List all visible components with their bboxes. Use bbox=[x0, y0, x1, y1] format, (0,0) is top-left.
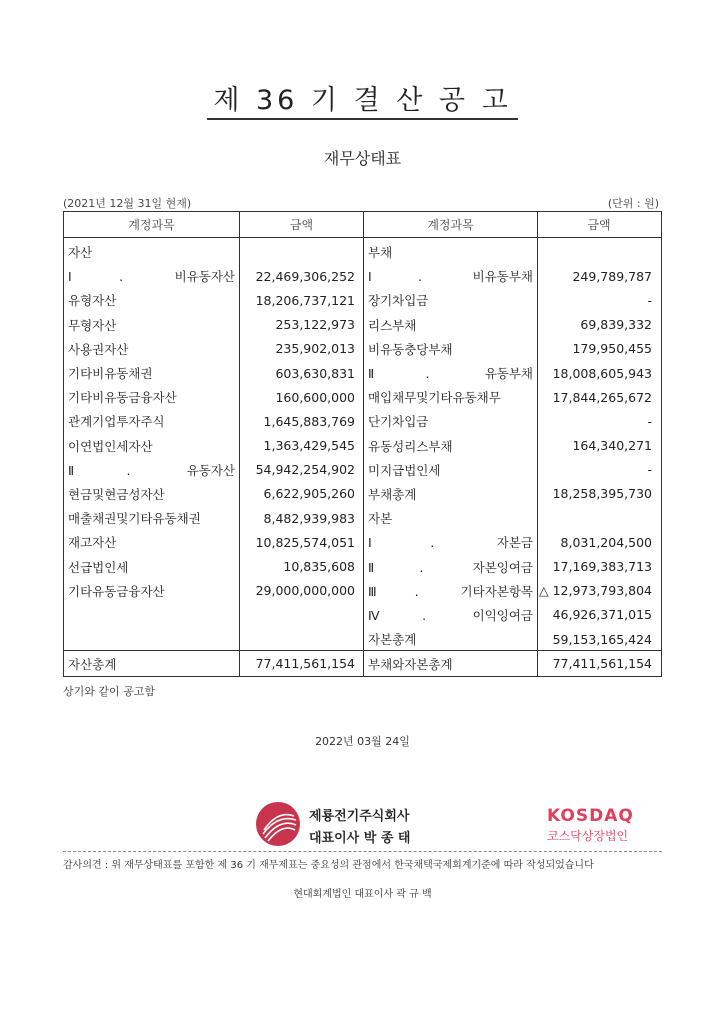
liability-row-amount: - bbox=[647, 292, 652, 308]
row-label-text: 현금및현금성자산 bbox=[68, 486, 165, 502]
liability-row-amount: 8,031,204,500 bbox=[560, 534, 652, 550]
asset-row-amount: 6,622,905,260 bbox=[263, 486, 355, 502]
liability-row-label bbox=[364, 458, 537, 482]
asset-row-label bbox=[64, 603, 239, 627]
balance-sheet-table bbox=[63, 211, 662, 677]
row-label-text: 유동성리스부채 bbox=[368, 438, 453, 454]
liability-row-amount: 69,839,332 bbox=[580, 317, 652, 333]
row-label-text: 단기차입금 bbox=[368, 414, 429, 430]
asset-row-label bbox=[64, 337, 239, 361]
ceo-name: 대표이사 박 종 태 bbox=[309, 831, 411, 846]
liability-row-amount bbox=[538, 240, 660, 264]
row-label-text: Ⅰ. 자본금 bbox=[368, 535, 533, 551]
liabilities-amount-column bbox=[538, 238, 660, 650]
row-label-text: 자본 bbox=[368, 511, 393, 527]
asset-row-amount: 235,902,013 bbox=[275, 341, 355, 357]
row-label-text: Ⅰ. 비유동부채 bbox=[368, 269, 533, 285]
company-logo-svg bbox=[254, 800, 302, 848]
liability-row-amount: 164,340,271 bbox=[572, 438, 652, 454]
liability-row-label bbox=[364, 554, 537, 578]
header-amount-left: 금액 bbox=[240, 212, 364, 237]
liability-row-amount: 59,153,165,424 bbox=[552, 631, 652, 647]
asset-row-amount: 10,825,574,051 bbox=[255, 534, 355, 550]
row-label-text: 미지급법인세 bbox=[368, 462, 441, 478]
liability-row-label bbox=[364, 506, 537, 530]
asset-row-amount: 603,630,831 bbox=[275, 365, 355, 381]
asset-row-amount: 1,363,429,545 bbox=[263, 438, 355, 454]
table-body bbox=[64, 238, 661, 651]
liability-row-amount: - bbox=[647, 462, 652, 478]
asset-row-label bbox=[64, 579, 239, 603]
asset-row-label bbox=[64, 264, 239, 288]
liability-row-amount: 249,789,787 bbox=[572, 268, 652, 284]
liabilities-label-column bbox=[364, 238, 538, 650]
notice-text: 상기와 같이 공고함 bbox=[63, 685, 156, 698]
liability-row-amount: 18,008,605,943 bbox=[552, 365, 652, 381]
liability-row-amount: △ 12,973,793,804 bbox=[539, 583, 652, 599]
liability-row-amount: 17,844,265,672 bbox=[552, 389, 652, 405]
table-header-row bbox=[64, 212, 661, 238]
liability-row-label bbox=[364, 530, 537, 554]
row-label-text: 선급법인세 bbox=[68, 559, 129, 575]
row-label-text: 유형자산 bbox=[68, 293, 117, 309]
totals-row bbox=[64, 651, 661, 676]
asset-row-amount: 1,645,883,769 bbox=[263, 413, 355, 429]
liability-row-label bbox=[364, 579, 537, 603]
row-label-text: 장기차입금 bbox=[368, 293, 429, 309]
liability-row-amount: 18,258,395,730 bbox=[552, 486, 652, 502]
asset-row-label bbox=[64, 554, 239, 578]
company-logo-icon bbox=[254, 800, 302, 848]
row-label-text: Ⅰ. 비유동자산 bbox=[68, 269, 235, 285]
row-label-text: 리스부채 bbox=[368, 317, 417, 333]
liability-row-label bbox=[364, 264, 537, 288]
asset-row-label bbox=[64, 385, 239, 409]
liability-row-label bbox=[364, 288, 537, 312]
liability-row-amount: 179,950,455 bbox=[572, 341, 652, 357]
asset-row-amount: 10,835,608 bbox=[283, 559, 355, 575]
header-account-right: 계정과목 bbox=[364, 212, 538, 237]
asset-row-label bbox=[64, 409, 239, 433]
asset-row-label bbox=[64, 506, 239, 530]
asset-row-amount: 29,000,000,000 bbox=[255, 583, 355, 599]
asset-row-label bbox=[64, 240, 239, 264]
page-title bbox=[0, 78, 725, 117]
date-note: (2021년 12월 31일 현재) bbox=[63, 197, 192, 210]
liability-row-label bbox=[364, 482, 537, 506]
total-liab-equity-label-text: 부채와자본총계 bbox=[368, 656, 453, 672]
asset-row-label bbox=[64, 458, 239, 482]
liability-row-amount: 46,926,371,015 bbox=[552, 607, 652, 623]
total-assets-label-text: 자산총계 bbox=[68, 656, 117, 672]
asset-row-amount: 160,600,000 bbox=[275, 389, 355, 405]
total-assets-amount: 77,411,561,154 bbox=[240, 651, 364, 676]
asset-row-amount: 253,122,973 bbox=[275, 317, 355, 333]
row-label-text: 기타유동금융자산 bbox=[68, 583, 165, 599]
row-label-text: 기타비유동금융자산 bbox=[68, 390, 177, 406]
row-label-text: 부채총계 bbox=[368, 486, 417, 502]
row-label-text: Ⅲ. 기타자본항목 bbox=[368, 583, 533, 599]
row-label-text: 무형자산 bbox=[68, 317, 117, 333]
liability-row-label bbox=[364, 385, 537, 409]
liability-row-amount: - bbox=[647, 413, 652, 429]
statement-subtitle: 재무상태표 bbox=[323, 149, 402, 168]
header-amount-right: 금액 bbox=[587, 218, 611, 232]
asset-row-amount: 8,482,939,983 bbox=[263, 510, 355, 526]
row-label-text: 기타비유동채권 bbox=[68, 366, 153, 382]
footer-divider bbox=[63, 851, 662, 852]
asset-row-label bbox=[64, 530, 239, 554]
liability-row-amount bbox=[538, 506, 660, 530]
asset-row-amount: 54,942,254,902 bbox=[255, 462, 355, 478]
asset-row-amount bbox=[240, 627, 363, 651]
asset-row-label bbox=[64, 434, 239, 458]
kosdaq-logo: KOSDAQ bbox=[547, 806, 634, 826]
row-label-text: Ⅱ. 유동자산 bbox=[68, 462, 235, 478]
liability-row-label bbox=[364, 627, 537, 651]
asset-row-label bbox=[64, 627, 239, 651]
row-label-text: 사용권자산 bbox=[68, 341, 129, 357]
row-label-text: 부채 bbox=[368, 245, 393, 261]
assets-amount-column bbox=[240, 238, 364, 650]
liability-row-label bbox=[364, 240, 537, 264]
liability-row-label bbox=[364, 313, 537, 337]
row-label-text: 이연법인세자산 bbox=[68, 438, 153, 454]
total-assets-label bbox=[64, 651, 240, 676]
header-account-left: 계정과목 bbox=[64, 212, 240, 237]
asset-row-amount: 22,469,306,252 bbox=[255, 268, 355, 284]
liability-row-label bbox=[364, 603, 537, 627]
row-label-text: 매입채무및기타유동채무 bbox=[368, 390, 501, 406]
liability-row-label bbox=[364, 434, 537, 458]
asset-row-label bbox=[64, 361, 239, 385]
liability-row-label bbox=[364, 337, 537, 361]
title-text: 제 36 기 결 산 공 고 bbox=[207, 85, 517, 120]
asset-row-label bbox=[64, 482, 239, 506]
unit-note: (단위 : 원) bbox=[607, 197, 659, 210]
row-label-text: 관계기업투자주식 bbox=[68, 414, 165, 430]
row-label-text: 비유동충당부채 bbox=[368, 341, 453, 357]
total-liab-equity-label bbox=[364, 651, 538, 676]
asset-row-label bbox=[64, 288, 239, 312]
assets-label-column bbox=[64, 238, 240, 650]
kosdaq-subtitle: 코스닥상장법인 bbox=[547, 829, 629, 843]
row-label-text: 자본총계 bbox=[368, 632, 417, 648]
asset-row-amount: 18,206,737,121 bbox=[255, 292, 355, 308]
liability-row-label bbox=[364, 409, 537, 433]
row-label-text: 자산 bbox=[68, 245, 93, 261]
asset-row-amount bbox=[240, 603, 363, 627]
asset-row-label bbox=[64, 313, 239, 337]
audit-opinion: 감사의견 : 위 재무상태표를 포함한 제 36 기 재무제표는 중요성의 관점에서 한국채택국제회계기준에 따라 작성되었습니다 bbox=[63, 860, 594, 871]
liability-row-amount: 17,169,383,713 bbox=[552, 559, 652, 575]
liability-row-label bbox=[364, 361, 537, 385]
row-label-text: Ⅳ. 이익잉여금 bbox=[368, 607, 533, 623]
row-label-text: 재고자산 bbox=[68, 535, 117, 551]
row-label-text: Ⅱ. 자본잉여금 bbox=[368, 559, 533, 575]
notice-date: 2022년 03월 24일 bbox=[315, 735, 410, 748]
company-name: 제룡전기주식회사 bbox=[309, 809, 410, 824]
row-label-text: Ⅱ. 유동부채 bbox=[368, 366, 533, 382]
row-label-text: 매출채권및기타유동채권 bbox=[68, 511, 201, 527]
total-liab-equity-amount: 77,411,561,154 bbox=[552, 656, 652, 671]
auditor-name: 현대회계법인 대표이사 곽 규 백 bbox=[293, 889, 432, 900]
asset-row-amount bbox=[240, 240, 363, 264]
